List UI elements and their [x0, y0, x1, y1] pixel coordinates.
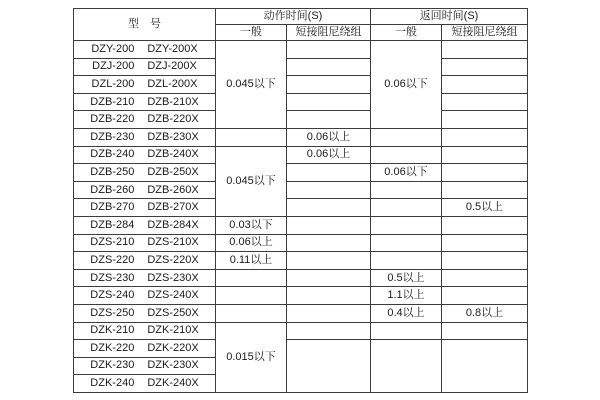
ret-gen-cell: 0.4以上: [371, 304, 442, 322]
act-gen-cell: [216, 287, 287, 305]
table-row: [74, 269, 528, 287]
ret-gen-cell: [371, 234, 442, 252]
act-damp-cell: [287, 340, 371, 393]
model-name-x: DZK-210X: [147, 324, 199, 337]
ret-gen-cell: [371, 340, 442, 393]
model-cell: [74, 252, 216, 270]
model-name: DZB-284: [90, 218, 135, 231]
model-name-x: DZB-210X: [147, 95, 199, 108]
model-name: DZK-210: [90, 324, 135, 337]
model-name-x: DZS-210X: [147, 236, 199, 249]
model-name-x: DZB-230X: [147, 130, 199, 143]
model-cell: [74, 128, 216, 146]
model-name: DZB-230: [90, 130, 135, 143]
act-damp-cell: [287, 216, 371, 234]
model-cell: [74, 199, 216, 217]
header-return-damping: 短接阻尼绕组: [442, 25, 528, 41]
act-damp-cell: [287, 287, 371, 305]
model-cell: [74, 111, 216, 129]
ret-gen-cell: [371, 216, 442, 234]
model-name-x: DZL-200X: [147, 77, 198, 90]
model-name-x: DZS-240X: [147, 289, 199, 302]
ret-damp-cell: [442, 287, 528, 305]
act-damp-cell: [287, 41, 371, 59]
model-cell: [74, 216, 216, 234]
ret-gen-cell: [371, 146, 442, 164]
ret-damp-cell: 0.5以上: [442, 199, 528, 217]
ret-damp-cell: [442, 128, 528, 146]
model-name: DZL-200: [91, 77, 135, 90]
ret-gen-cell: [371, 181, 442, 199]
act-damp-cell: [287, 58, 371, 76]
model-name-x: DZS-220X: [147, 253, 199, 266]
model-name: DZS-240: [90, 289, 135, 302]
ret-damp-cell: 0.8以上: [442, 304, 528, 322]
ret-damp-cell: [442, 269, 528, 287]
act-gen-cell: [216, 269, 287, 287]
ret-damp-cell: [442, 216, 528, 234]
model-name: DZB-240: [90, 148, 135, 161]
model-name: DZK-230: [90, 359, 135, 372]
model-name-x: DZB-270X: [147, 201, 199, 214]
ret-damp-cell: [442, 252, 528, 270]
act-gen-cell: 0.015以下: [216, 322, 287, 392]
header-action-general: 一般: [216, 25, 287, 41]
model-cell: [74, 76, 216, 94]
act-gen-cell: 0.06以上: [216, 234, 287, 252]
header-row-1: [74, 9, 528, 25]
act-damp-cell: 0.06以上: [287, 146, 371, 164]
ret-gen-cell: [371, 252, 442, 270]
ret-gen-cell: 0.06以下: [371, 41, 442, 129]
ret-damp-cell: [442, 58, 528, 76]
table-row: [74, 128, 528, 146]
model-name: DZB-260: [90, 183, 135, 196]
act-damp-cell: [287, 269, 371, 287]
model-cell: [74, 146, 216, 164]
act-damp-cell: [287, 322, 371, 340]
act-damp-cell: [287, 181, 371, 199]
ret-damp-cell: [442, 340, 528, 393]
model-name-x: DZB-260X: [147, 183, 199, 196]
model-cell: [74, 375, 216, 393]
model-name-x: DZY-200X: [147, 42, 198, 55]
header-return-time: 返回时间(S): [371, 9, 528, 25]
act-damp-cell: [287, 111, 371, 129]
model-cell: [74, 181, 216, 199]
act-gen-cell: 0.11以上: [216, 252, 287, 270]
table-row: [74, 41, 528, 59]
act-damp-cell: [287, 164, 371, 182]
table-row: [74, 164, 528, 182]
ret-damp-cell: [442, 181, 528, 199]
ret-gen-cell: 0.5以上: [371, 269, 442, 287]
act-damp-cell: [287, 93, 371, 111]
model-name: DZJ-200: [92, 60, 135, 73]
model-name: DZS-230: [90, 271, 135, 284]
model-name: DZB-220: [90, 113, 135, 126]
model-name-x: DZB-220X: [147, 113, 199, 126]
header-model: 型 号: [74, 9, 216, 41]
model-name: DZS-220: [90, 253, 135, 266]
model-name-x: DZS-230X: [147, 271, 199, 284]
table-row: [74, 111, 528, 129]
model-name-x: DZS-250X: [147, 306, 199, 319]
table-row: [74, 304, 528, 322]
act-gen-cell: 0.045以下: [216, 41, 287, 129]
ret-gen-cell: [371, 322, 442, 340]
model-name: DZK-240: [90, 377, 135, 390]
model-cell: [74, 93, 216, 111]
table-row: [74, 58, 528, 76]
table-row: [74, 93, 528, 111]
model-name-x: DZK-230X: [147, 359, 199, 372]
model-cell: [74, 58, 216, 76]
table-row: [74, 287, 528, 305]
ret-damp-cell: [442, 322, 528, 340]
ret-damp-cell: [442, 164, 528, 182]
header-action-damping: 短接阻尼绕组: [287, 25, 371, 41]
ret-gen-cell: 0.06以下: [371, 164, 442, 182]
act-gen-cell: 0.045以下: [216, 146, 287, 216]
act-gen-cell: [216, 304, 287, 322]
ret-gen-cell: 1.1以上: [371, 287, 442, 305]
ret-damp-cell: [442, 111, 528, 129]
table-row: [74, 146, 528, 164]
header-return-general: 一般: [371, 25, 442, 41]
model-name-x: DZJ-200X: [147, 60, 197, 73]
model-cell: [74, 41, 216, 59]
ret-damp-cell: [442, 234, 528, 252]
model-cell: [74, 234, 216, 252]
act-damp-cell: [287, 199, 371, 217]
model-cell: [74, 322, 216, 340]
table-row: [74, 216, 528, 234]
table-row: [74, 234, 528, 252]
act-damp-cell: [287, 252, 371, 270]
ret-damp-cell: [442, 146, 528, 164]
ret-damp-cell: [442, 41, 528, 59]
ret-damp-cell: [442, 93, 528, 111]
ret-gen-cell: [371, 199, 442, 217]
ret-gen-cell: [371, 128, 442, 146]
spec-table: [73, 8, 528, 393]
model-name-x: DZB-250X: [147, 165, 199, 178]
model-name-x: DZK-240X: [147, 377, 199, 390]
model-cell: [74, 357, 216, 375]
act-gen-cell: [216, 128, 287, 146]
ret-damp-cell: [442, 76, 528, 94]
model-cell: [74, 340, 216, 358]
act-damp-cell: [287, 76, 371, 94]
model-name: DZK-220: [90, 341, 135, 354]
act-damp-cell: [287, 234, 371, 252]
model-name: DZS-250: [90, 306, 135, 319]
table-row: [74, 322, 528, 340]
act-damp-cell: 0.06以上: [287, 128, 371, 146]
model-cell: [74, 269, 216, 287]
model-cell: [74, 287, 216, 305]
act-damp-cell: [287, 304, 371, 322]
model-name: DZS-210: [90, 236, 135, 249]
model-name: DZB-270: [90, 201, 135, 214]
model-cell: [74, 164, 216, 182]
model-name: DZY-200: [91, 42, 135, 55]
act-gen-cell: 0.03以下: [216, 216, 287, 234]
model-name: DZB-210: [90, 95, 135, 108]
table-row: [74, 199, 528, 217]
header-action-time: 动作时间(S): [216, 9, 371, 25]
model-name-x: DZK-220X: [147, 341, 199, 354]
table-row: [74, 340, 528, 358]
model-cell: [74, 304, 216, 322]
table-row: [74, 252, 528, 270]
table-row: [74, 76, 528, 94]
table-row: [74, 181, 528, 199]
model-name: DZB-250: [90, 165, 135, 178]
model-name-x: DZB-284X: [147, 218, 199, 231]
model-name-x: DZB-240X: [147, 148, 199, 161]
